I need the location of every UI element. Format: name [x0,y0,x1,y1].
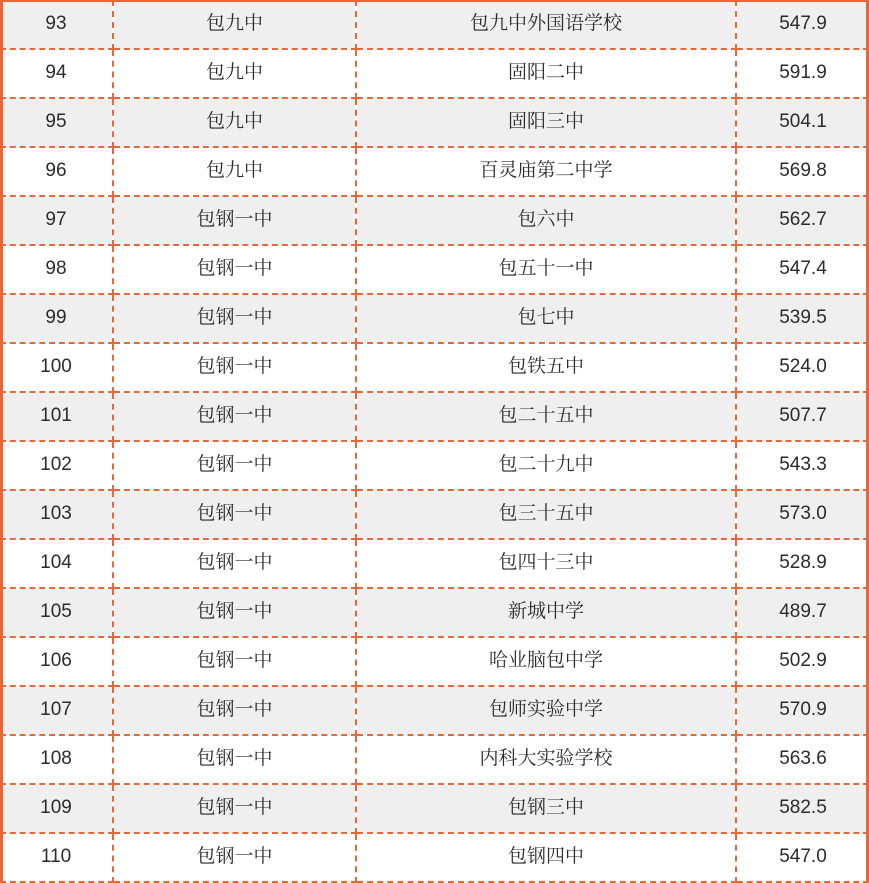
cell-source: 包钢一中 [113,539,356,588]
cell-rank: 97 [0,196,113,245]
cell-school: 包六中 [356,196,736,245]
cell-rank: 100 [0,343,113,392]
table-top-border [0,0,869,2]
cell-score: 504.1 [736,98,869,147]
cell-school: 包三十五中 [356,490,736,539]
cell-source: 包钢一中 [113,735,356,784]
table-row [0,49,869,98]
cell-score: 528.9 [736,539,869,588]
cell-rank: 101 [0,392,113,441]
table-row [0,147,869,196]
cell-rank: 107 [0,686,113,735]
table-row [0,392,869,441]
cell-score: 547.4 [736,245,869,294]
cell-score: 507.7 [736,392,869,441]
cell-score: 543.3 [736,441,869,490]
cell-rank: 106 [0,637,113,686]
cell-source: 包九中 [113,147,356,196]
cell-school: 包铁五中 [356,343,736,392]
cell-source: 包钢一中 [113,294,356,343]
cell-source: 包钢一中 [113,343,356,392]
cell-score: 591.9 [736,49,869,98]
cell-score: 570.9 [736,686,869,735]
cell-school: 包师实验中学 [356,686,736,735]
cell-school: 包四十三中 [356,539,736,588]
cell-school: 包五十一中 [356,245,736,294]
cell-school: 内科大实验学校 [356,735,736,784]
table-row [0,245,869,294]
cell-school: 包七中 [356,294,736,343]
cell-source: 包钢一中 [113,686,356,735]
cell-source: 包九中 [113,49,356,98]
table-row [0,98,869,147]
cell-rank: 102 [0,441,113,490]
table-row [0,539,869,588]
cell-rank: 105 [0,588,113,637]
cell-school: 固阳三中 [356,98,736,147]
cell-school: 包九中外国语学校 [356,0,736,49]
cell-rank: 110 [0,833,113,882]
cell-source: 包钢一中 [113,588,356,637]
cell-score: 539.5 [736,294,869,343]
cell-rank: 99 [0,294,113,343]
cell-source: 包九中 [113,98,356,147]
table-row [0,637,869,686]
cell-rank: 108 [0,735,113,784]
cell-school: 包钢四中 [356,833,736,882]
cell-score: 563.6 [736,735,869,784]
cell-source: 包钢一中 [113,392,356,441]
cell-rank: 93 [0,0,113,49]
cell-source: 包钢一中 [113,637,356,686]
table-left-border [0,0,3,882]
cell-score: 582.5 [736,784,869,833]
cell-source: 包钢一中 [113,833,356,882]
cell-score: 562.7 [736,196,869,245]
table-row [0,686,869,735]
table-row [0,784,869,833]
table-row [0,343,869,392]
cell-school: 包钢三中 [356,784,736,833]
cell-score: 524.0 [736,343,869,392]
cell-score: 489.7 [736,588,869,637]
cell-school: 包二十九中 [356,441,736,490]
cell-school: 包二十五中 [356,392,736,441]
cell-score: 547.0 [736,833,869,882]
cell-school: 百灵庙第二中学 [356,147,736,196]
table-row [0,0,869,49]
cell-score: 569.8 [736,147,869,196]
table-row [0,735,869,784]
cell-school: 固阳二中 [356,49,736,98]
cell-source: 包九中 [113,0,356,49]
cell-rank: 109 [0,784,113,833]
cell-score: 547.9 [736,0,869,49]
cell-source: 包钢一中 [113,784,356,833]
table-row [0,294,869,343]
cell-source: 包钢一中 [113,196,356,245]
table-row [0,490,869,539]
table-row [0,196,869,245]
cell-school: 新城中学 [356,588,736,637]
cell-source: 包钢一中 [113,441,356,490]
cell-score: 502.9 [736,637,869,686]
cell-school: 哈业脑包中学 [356,637,736,686]
table-row [0,441,869,490]
table-row [0,833,869,882]
cell-source: 包钢一中 [113,490,356,539]
table-row [0,588,869,637]
cell-score: 573.0 [736,490,869,539]
cell-source: 包钢一中 [113,245,356,294]
cell-rank: 95 [0,98,113,147]
cell-rank: 103 [0,490,113,539]
cell-rank: 94 [0,49,113,98]
cell-rank: 96 [0,147,113,196]
cell-rank: 104 [0,539,113,588]
cell-rank: 98 [0,245,113,294]
